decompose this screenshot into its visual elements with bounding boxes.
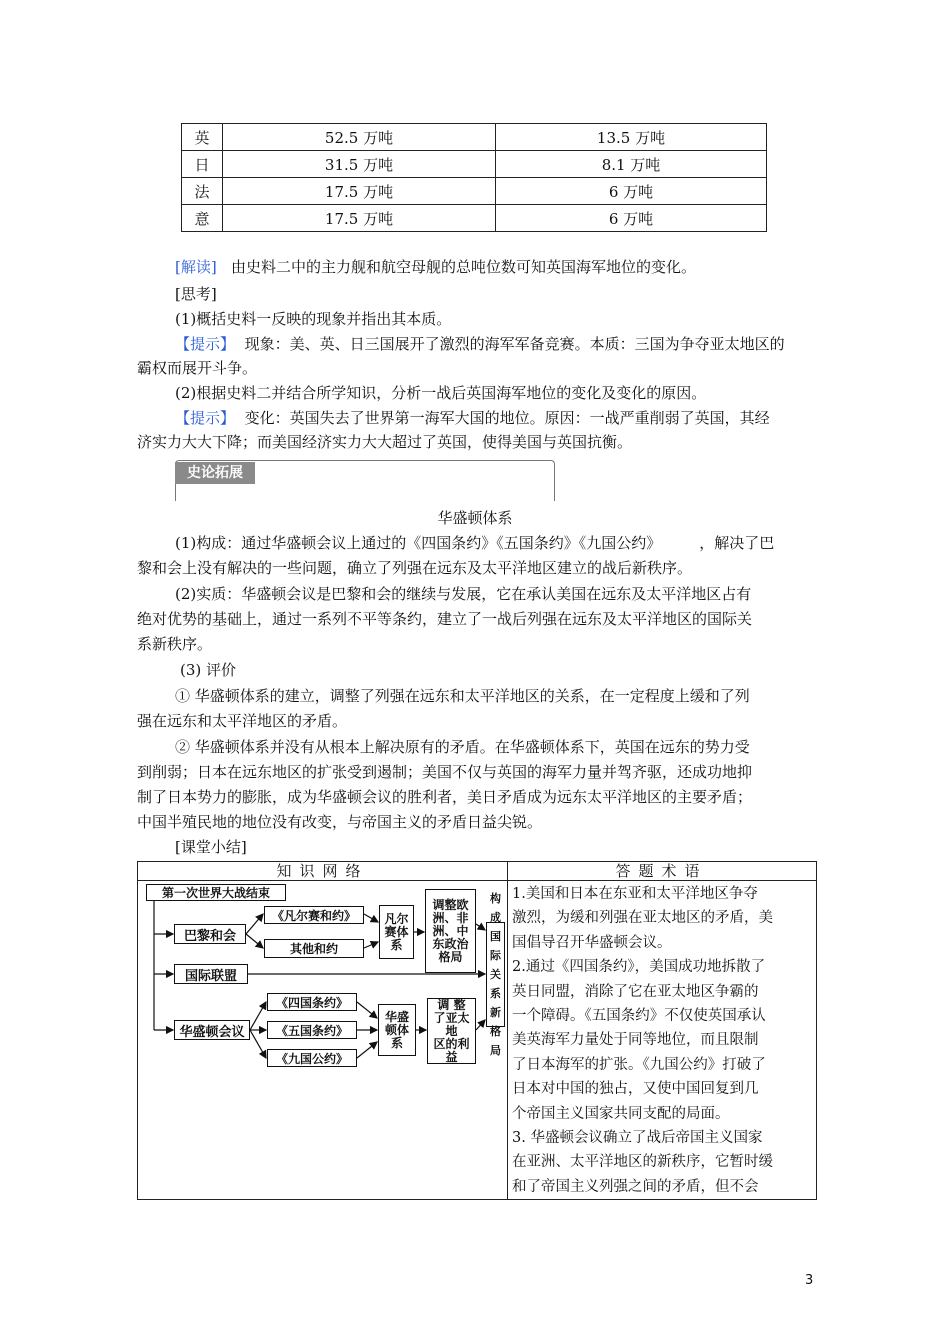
four-power-treaty-box: 《四国条约》 [267, 993, 357, 1011]
question-2: (2)根据史料二并结合所学知识，分析一战后英国海军地位的变化及变化的原因。 [175, 384, 707, 402]
p2-line3: 系新秩序。 [137, 635, 213, 653]
sikao-label: [思考] [175, 285, 217, 303]
table-row [182, 124, 767, 151]
hint-1-tag: 【提示】 [175, 335, 236, 353]
question-1: (1)概括史料一反映的现象并指出其本质。 [175, 310, 452, 328]
hint-1 [175, 333, 855, 355]
intl-relations-box: 构成 国际 关系 新格 局 [486, 922, 505, 1027]
hint-1-line2: 霸权而展开斗争。 [137, 359, 258, 377]
p1-line1-end: ，解决了巴 [699, 534, 775, 552]
section-badge: 史论拓展 [175, 462, 255, 484]
p3a-line2: 强在远东和太平洋地区的矛盾。 [137, 712, 348, 730]
five-power-treaty-box: 《五国条约》 [267, 1021, 357, 1039]
p3b-line1: ② 华盛顿体系并没有从根本上解决原有的矛盾。在华盛顿体系下，英国在远东的势力受 [175, 738, 750, 756]
answer-line: 激烈，为缓和列强在亚太地区的矛盾，美 [512, 910, 773, 927]
answer-line: 英日同盟，消除了它在亚太地区争霸的 [512, 983, 759, 1000]
p3a-line1: ① 华盛顿体系的建立，调整了列强在远东和太平洋地区的关系，在一定程度上缓和了列 [175, 687, 750, 705]
section-title: 华盛顿体系 [437, 509, 513, 527]
table-row [182, 151, 767, 178]
p1-line1 [175, 532, 815, 554]
tonnage-cell: 6 万吨 [496, 178, 767, 205]
p1-line1-text: (1)构成：通过华盛顿会议上通过的《四国条约》《五国条约》《九国公约》 [175, 534, 662, 552]
country-cell: 意 [182, 205, 223, 232]
answer-line: 3. 华盛顿会议确立了战后帝国主义国家 [512, 1130, 763, 1147]
jiedu-text: 由史料二中的主力舰和航空母舰的总吨位数可知英国海军地位的变化。 [231, 258, 697, 276]
versailles-system-box: 凡尔 赛体 系 [379, 905, 414, 959]
country-cell: 日 [182, 151, 223, 178]
answer-line: 日本对中国的独占，又使中国回复到几 [512, 1081, 759, 1098]
answer-line: 国倡导召开华盛顿会议。 [512, 934, 672, 951]
hint-2-tag: 【提示】 [175, 409, 236, 427]
summary-table [137, 861, 817, 1200]
page-number: 3 [805, 1273, 814, 1288]
adjust-asia-box: 调 整 了亚太地 区的利 益 [427, 998, 476, 1064]
answer-line: 在亚洲、太平洋地区的新秩序，它暂时缓 [512, 1154, 773, 1171]
answer-line: 个帝国主义国家共同支配的局面。 [512, 1105, 730, 1122]
answer-terms-header: 答题术语 [507, 862, 816, 881]
answer-line: 1.美国和日本在东亚和太平洋地区争夺 [512, 886, 758, 902]
column-divider [507, 862, 508, 1199]
answer-line: 一个障碍。《五国条约》不仅使英国承认 [512, 1008, 766, 1025]
tonnage-cell: 31.5 万吨 [223, 151, 496, 178]
knowledge-network-header: 知识网络 [138, 862, 507, 881]
p3-heading: (3) 评价 [180, 661, 237, 679]
jiedu-tag: [解读] [175, 258, 217, 276]
table-row [182, 205, 767, 232]
tonnage-cell: 8.1 万吨 [496, 151, 767, 178]
summary-label: [课堂小结] [175, 838, 247, 856]
table-row [182, 178, 767, 205]
hint-2-line1: 变化：英国失去了世界第一海军大国的地位。原因：一战严重削弱了英国，其经 [244, 409, 770, 427]
answer-line: 2.通过《四国条约》，美国成功地拆散了 [512, 959, 766, 976]
paris-conference-box: 巴黎和会 [174, 924, 246, 944]
country-cell: 法 [182, 178, 223, 205]
versailles-treaty-box: 《凡尔赛和约》 [264, 906, 364, 924]
hint-2-line2: 济实力大大下降；而美国经济实力大大超过了英国，使得美国与英国抗衡。 [137, 433, 633, 451]
hint-2 [175, 407, 855, 429]
p2-line1: (2)实质：华盛顿会议是巴黎和会的继续与发展，它在承认美国在远东及太平洋地区占有 [175, 585, 752, 603]
tonnage-cell: 13.5 万吨 [496, 124, 767, 151]
washington-conference-box: 华盛顿会议 [174, 1020, 250, 1040]
answer-terms-text [512, 882, 812, 1199]
p3b-line4: 中国半殖民地的地位没有改变，与帝国主义的矛盾日益尖锐。 [137, 813, 543, 831]
other-treaties-box: 其他和约 [264, 939, 364, 958]
country-cell: 英 [182, 124, 223, 151]
tonnage-cell: 52.5 万吨 [223, 124, 496, 151]
tonnage-cell: 17.5 万吨 [223, 205, 496, 232]
nine-power-treaty-box: 《九国公约》 [267, 1049, 357, 1067]
hint-1-line1: 现象：美、英、日三国展开了激烈的海军军备竞赛。本质：三国为争夺亚太地区的 [244, 335, 785, 353]
answer-line: 和了帝国主义列强之间的矛盾，但不会 [512, 1178, 759, 1195]
p3b-line3: 制了日本势力的膨胀，成为华盛顿会议的胜利者，美日矛盾成为远东太平洋地区的主要矛盾； [137, 788, 753, 806]
adjust-europe-box: 调整欧 洲、非 洲、中 东政治 格局 [425, 889, 476, 973]
wwi-end-box: 第一次世界大战结束 [146, 884, 286, 901]
p2-line2: 绝对优势的基础上，通过一系列不平等条约，建立了一战后列强在远东及太平洋地区的国际关 [137, 610, 753, 628]
washington-system-box: 华盛 顿体 系 [378, 1004, 416, 1056]
p3b-line2: 到削弱；日本在远东地区的扩张受到遏制；美国不仅与英国的海军力量并驾齐驱，还成功地抑 [137, 763, 753, 781]
league-of-nations-box: 国际联盟 [174, 964, 248, 984]
tonnage-table [181, 123, 767, 232]
answer-line: 了日本海军的扩张。《九国公约》打破了 [512, 1056, 766, 1073]
tonnage-cell: 6 万吨 [496, 205, 767, 232]
tonnage-cell: 17.5 万吨 [223, 178, 496, 205]
jiedu-line [175, 256, 855, 278]
p1-line2: 黎和会上没有解决的一些问题，确立了列强在远东及太平洋地区建立的战后新秩序。 [137, 559, 693, 577]
answer-line: 美英海军力量处于同等地位，而且限制 [512, 1032, 759, 1049]
